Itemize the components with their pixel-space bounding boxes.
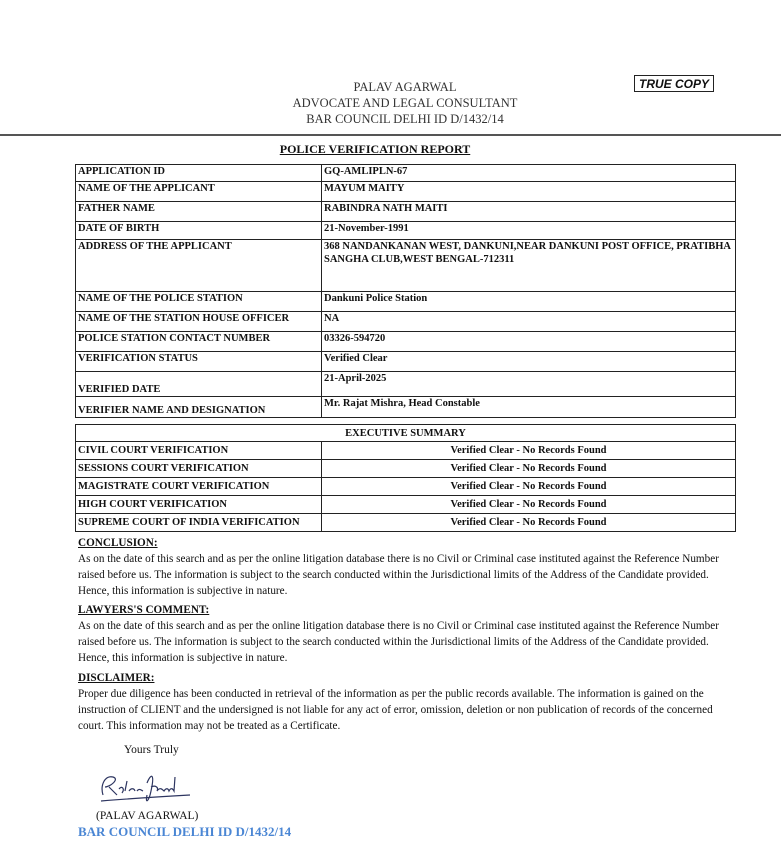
details-table [75,164,736,418]
detail-value: GQ-AMLIPLN-67 [322,165,736,182]
detail-row [76,165,736,182]
summary-label: CIVIL COURT VERIFICATION [76,442,322,460]
signatory-name: (PALAV AGARWAL) [96,810,199,822]
detail-row [76,202,736,222]
detail-label: FATHER NAME [76,202,322,222]
detail-label: NAME OF THE POLICE STATION [76,292,322,312]
summary-value: Verified Clear - No Records Found [322,496,736,514]
summary-value: Verified Clear - No Records Found [322,460,736,478]
detail-value: Verified Clear [322,352,736,372]
detail-label: APPLICATION ID [76,165,322,182]
advocate-designation: ADVOCATE AND LEGAL CONSULTANT [292,96,518,110]
detail-value: 368 NANDANKANAN WEST, DANKUNI,NEAR DANKUNI POST OFFICE, PRATIBHA SANGHA CLUB,WEST BENGAL-712311 [322,240,736,292]
advocate-name: PALAV AGARWAL [353,80,457,94]
detail-label: ADDRESS OF THE APPLICANT [76,240,322,292]
conclusion-section [78,535,738,599]
signatory-bar-id: BAR COUNCIL DELHI ID D/1432/14 [78,824,292,839]
disclaimer-section [78,670,738,734]
closing: Yours Truly [124,744,179,756]
summary-row [76,496,736,514]
detail-value: MAYUM MAITY [322,182,736,202]
detail-label: DATE OF BIRTH [76,222,322,240]
detail-row [76,332,736,352]
detail-value: 21-April-2025 [322,372,736,397]
detail-value: 03326-594720 [322,332,736,352]
summary-label: HIGH COURT VERIFICATION [76,496,322,514]
detail-label: NAME OF THE APPLICANT [76,182,322,202]
detail-row [76,397,736,418]
lawyer-comment-section [78,602,738,666]
header-divider [0,134,781,136]
lawyer-comment-text: As on the date of this search and as per the online litigation database there is no Civil or Criminal case instituted against the Reference Number raised before us. The information is subject to the search conducted within the Jurisdictional limits of the Address of the Candidate provided. Hence, this information is subjective in nature. [78,620,719,664]
summary-label: SESSIONS COURT VERIFICATION [76,460,322,478]
header-bar-id: BAR COUNCIL DELHI ID D/1432/14 [306,112,504,126]
detail-label: VERIFIED DATE [76,372,322,397]
disclaimer-text: Proper due diligence has been conducted in retrieval of the information as per the public records available. The information is gained on the instruction of CLIENT and the undersigned is not liable for any act of error, omission, deletion or non publication of records of the concerned court. This information may not be treated as a Certificate. [78,688,713,732]
signature [95,765,195,810]
detail-label: NAME OF THE STATION HOUSE OFFICER [76,312,322,332]
summary-value: Verified Clear - No Records Found [322,514,736,532]
detail-row [76,182,736,202]
detail-row [76,352,736,372]
summary-row [76,460,736,478]
detail-label: VERIFICATION STATUS [76,352,322,372]
detail-value: Mr. Rajat Mishra, Head Constable [322,397,736,418]
detail-value: NA [322,312,736,332]
conclusion-heading: CONCLUSION: [78,537,158,549]
lawyer-comment-heading: LAWYERS'S COMMENT: [78,604,210,616]
detail-row [76,372,736,397]
detail-row [76,292,736,312]
summary-row [76,478,736,496]
summary-label: SUPREME COURT OF INDIA VERIFICATION [76,514,322,532]
detail-value: Dankuni Police Station [322,292,736,312]
detail-row [76,222,736,240]
summary-heading: EXECUTIVE SUMMARY [76,425,736,442]
detail-row [76,312,736,332]
disclaimer-heading: DISCLAIMER: [78,672,155,684]
detail-row [76,240,736,292]
detail-label: VERIFIER NAME AND DESIGNATION [76,397,322,418]
detail-label: POLICE STATION CONTACT NUMBER [76,332,322,352]
executive-summary-table [75,424,736,532]
summary-row [76,442,736,460]
summary-value: Verified Clear - No Records Found [322,442,736,460]
detail-value: 21-November-1991 [322,222,736,240]
conclusion-text: As on the date of this search and as per the online litigation database there is no Civil or Criminal case instituted against the Reference Number raised before us. The information is subject to the search conducted within the Jurisdictional limits of the Address of the Candidate provided. Hence, this information is subjective in nature. [78,553,719,597]
report-title: POLICE VERIFICATION REPORT [279,142,471,156]
summary-label: MAGISTRATE COURT VERIFICATION [76,478,322,496]
detail-value: RABINDRA NATH MAITI [322,202,736,222]
summary-row [76,514,736,532]
true-copy-stamp: TRUE COPY [634,75,714,92]
summary-value: Verified Clear - No Records Found [322,478,736,496]
